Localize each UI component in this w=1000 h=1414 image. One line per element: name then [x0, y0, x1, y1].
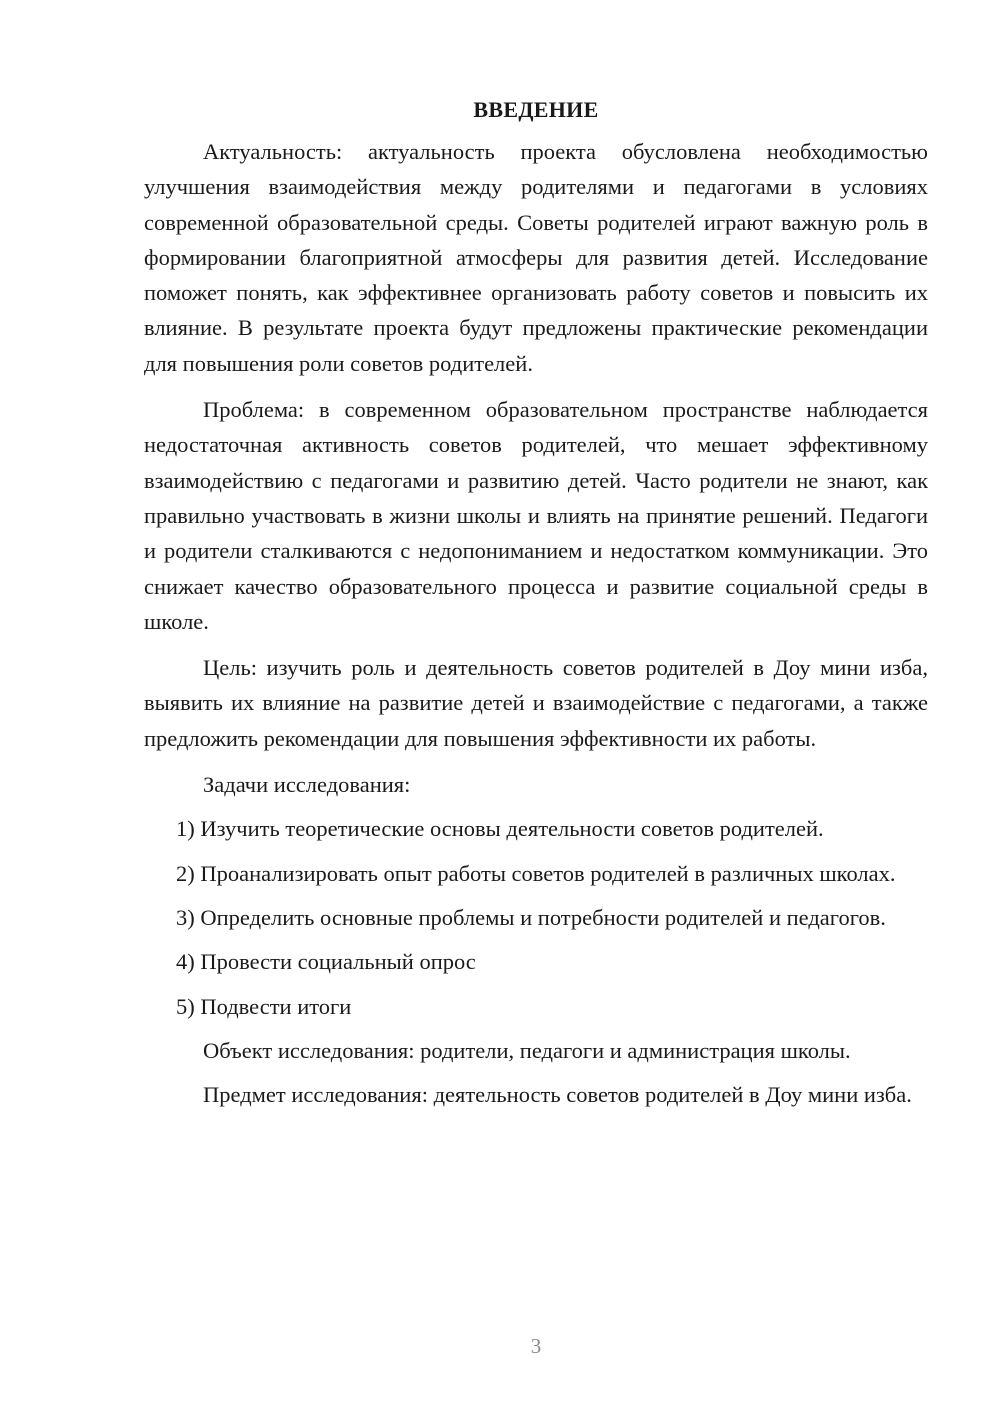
problem-paragraph: Проблема: в современном образовательном пространстве наблюдается недостаточная активность советов родителей, что мешает эффективному взаимодействию с педагогами и развитию детей. Часто родители не знают, как правильно участвовать в жизни школы и влиять на принятие решений. Педагоги и родители сталкиваются с недопониманием и недостатком коммуникации. Это снижает качество образовательного процесса и развитие социальной среды в школе.: [144, 397, 928, 634]
task-item-4: 4) Провести социальный опрос: [176, 949, 476, 975]
task-item-2: 2) Проанализировать опыт работы советов родителей в различных школах.: [176, 860, 896, 886]
section-heading: ВВЕДЕНИЕ: [473, 97, 599, 122]
task-item-1: 1) Изучить теоретические основы деятельности советов родителей.: [176, 816, 824, 842]
object-paragraph: Объект исследования: родители, педагоги и администрация школы.: [203, 1037, 851, 1063]
page-content: [144, 92, 928, 1112]
relevance-paragraph: Актуальность: актуальность проекта обусловлена необходимостью улучшения взаимодействия между родителями и педагогами в условиях современной образовательной среды. Советы родителей играют важную роль в формировании благоприятной атмосферы для развития детей. Исследование поможет понять, как эффективнее организовать работу советов и повысить их влияние. В результате проекта будут предложены практические рекомендации для повышения роли советов родителей.: [144, 139, 928, 376]
tasks-heading: Задачи исследования:: [203, 772, 411, 798]
task-item-5: 5) Подвести итоги: [176, 993, 352, 1019]
page-number: 3: [530, 1334, 542, 1358]
goal-paragraph: Цель: изучить роль и деятельность советов родителей в Доу мини изба, выявить их влияние на развитие детей и взаимодействие с педагогами, а также предложить рекомендации для повышения эффективности их работы.: [144, 655, 928, 751]
task-item-3: 3) Определить основные проблемы и потребности родителей и педагогов.: [176, 904, 886, 930]
subject-paragraph: Предмет исследования: деятельность советов родителей в Доу мини изба.: [203, 1082, 912, 1108]
